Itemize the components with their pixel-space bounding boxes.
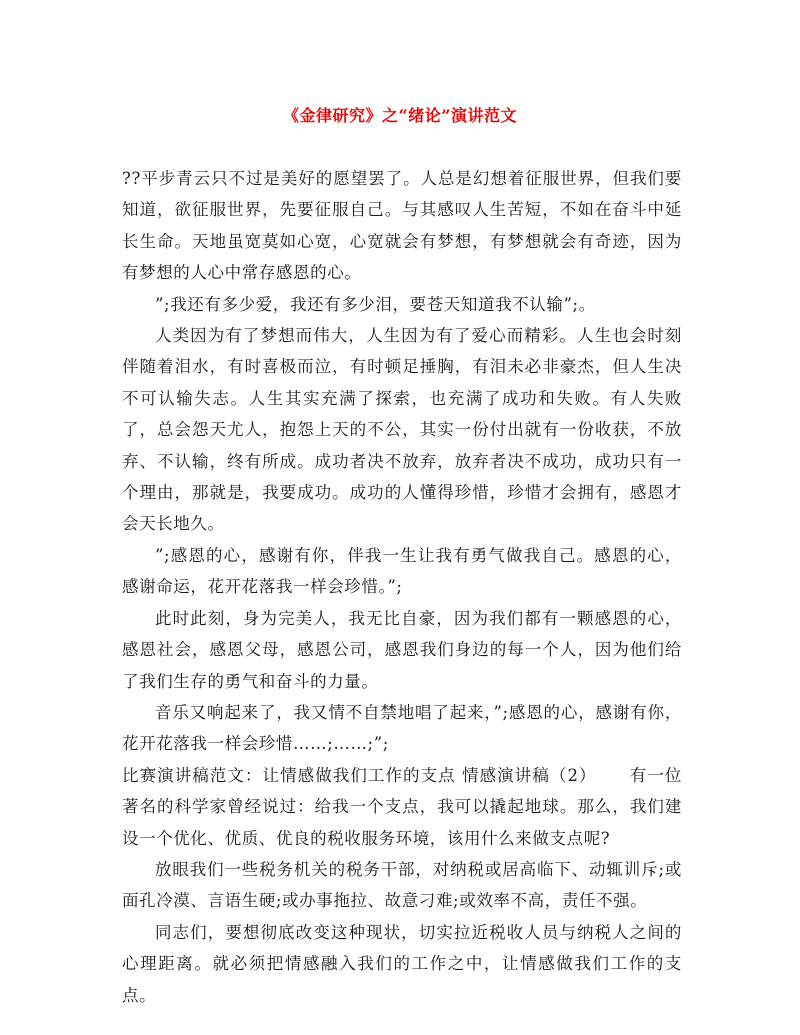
document-title: 《金律研究》之“绪论”演讲范文 (283, 106, 517, 125)
paragraph-5: 此时此刻，身为完美人，我无比自豪，因为我们都有一颗感恩的心，感恩社会，感恩父母，感恩公司，感恩我们身边的每一个人，因为他们给了我们生存的勇气和奋斗的力量。 (122, 608, 682, 691)
paragraph-8: 放眼我们一些税务机关的税务干部，对纳税或居高临下、动辄训斥;或面孔冷漠、言语生硬;或办事拖拉、故意刁难;或效率不高，责任不强。 (122, 859, 682, 911)
paragraph-2: ”;我还有多少爱，我还有多少泪，要苍天知道我不认输”;。 (155, 294, 596, 314)
paragraph-6: 音乐又响起来了，我又情不自禁地唱了起来，”;感恩的心，感谢有你，花开花落我一样会珍惜……;……;”; (122, 702, 682, 754)
document-body (122, 163, 682, 1011)
paragraph-7: 比赛演讲稿范文：让情感做我们工作的支点 情感演讲稿（2） 有一位著名的科学家曾经说过：给我一个支点，我可以撬起地球。那么，我们建设一个优化、优质、优良的税收服务环境，该用什么来做支点呢? (122, 765, 682, 848)
paragraph-9: 同志们，要想彻底改变这种现状，切实拉近税收人员与纳税人之间的心理距离。就必须把情感融入我们的工作之中，让情感做我们工作的支点。 (122, 922, 682, 1005)
paragraph-1: ??平步青云只不过是美好的愿望罢了。人总是幻想着征服世界，但我们要知道，欲征服世界，先要征服自己。与其感叹人生苦短，不如在奋斗中延长生命。天地虽宽莫如心宽，心宽就会有梦想，有梦想就会有奇迹，因为有梦想的人心中常存感恩的心。 (122, 169, 682, 283)
paragraph-4: ”;感恩的心，感谢有你，伴我一生让我有勇气做我自己。感恩的心，感谢命运，花开花落我一样会珍惜。”; (122, 545, 682, 597)
paragraph-3: 人类因为有了梦想而伟大，人生因为有了爱心而精彩。人生也会时刻伴随着泪水，有时喜极而泣，有时顿足捶胸，有泪未必非豪杰，但人生决不可认输失志。人生其实充满了探索，也充满了成功和失败。有人失败了，总会怨天尤人，抱怨上天的不公，其实一份付出就有一份收获，不放弃、不认输，终有所成。成功者决不放弃，放弃者决不成功，成功只有一个理由，那就是，我要成功。成功的人懂得珍惜，珍惜才会拥有，感恩才会天长地久。 (122, 326, 682, 534)
